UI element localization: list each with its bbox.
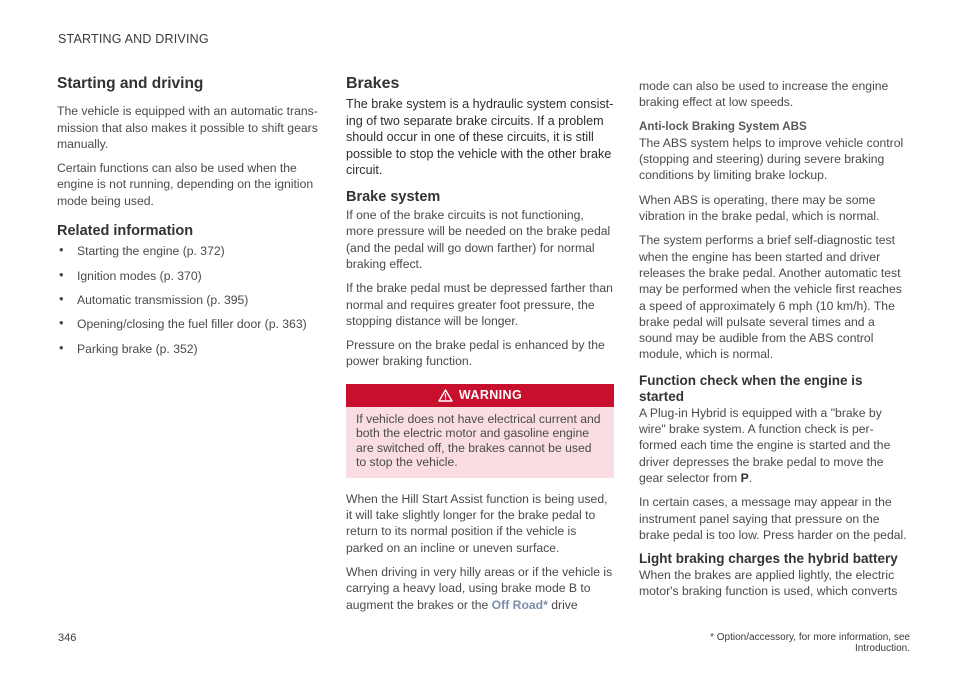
column-brakes [346, 76, 614, 621]
related-link-starting-engine[interactable]: • Starting the engine (p. 372) [59, 242, 225, 259]
subheading-function-check: Function check when the engine is started [639, 372, 863, 404]
column-abs [639, 78, 909, 608]
paragraph: Certain functions can also be used when the engine is not running, depending on the ignition mode being used. [57, 161, 314, 208]
paragraph: When ABS is operating, there may be some vibration in the brake pedal, which is normal. [639, 192, 880, 224]
column-starting-driving [57, 76, 319, 365]
paragraph: The system performs a brief self-diagnostic test when the engine has been started and driver releases the brake pedal. Another automatic test may be performed when the vehicle first reaches a speed of approximately 6 mph (10 km/h). The brake pedal will pulsate several times and a sound may be audible from the ABS control module, which is normal. [639, 233, 902, 362]
subheading-light-braking: Light braking charges the hybrid battery [639, 551, 898, 567]
section-title-starting-driving: Starting and driving [57, 75, 204, 92]
off-road-link[interactable]: Off Road* [491, 597, 548, 612]
brakes-intro: The brake system is a hydraulic system consist-ing of two separate brake circuits. If a problem should occur in one of these circuits, it is still possible to stop the vehicle with the other brake circuit. [346, 97, 614, 178]
warning-header [346, 384, 614, 407]
warning-triangle-icon [438, 389, 453, 402]
paragraph: A Plug-in Hybrid is equipped with a "brake by wire" brake system. A function check is per-formed each time the engine is started and the driver depresses the brake pedal to move the gear selector from P. [639, 405, 891, 485]
bullet: • [59, 266, 64, 282]
section-title-brakes: Brakes [346, 75, 400, 92]
paragraph: mode can also be used to increase the engine braking effect at low speeds. [639, 79, 889, 110]
paragraph: The vehicle is equipped with an automatic trans-mission that also makes it possible to shift gears manually. [57, 104, 318, 151]
warning-text: If vehicle does not have electrical current and both the electric motor and gasoline engine are switched off, the brakes cannot be used to stop the vehicle. [346, 407, 614, 478]
paragraph: When the brakes are applied lightly, the electric motor's braking function is used, which converts [639, 568, 898, 599]
bullet: • [59, 290, 64, 306]
subheading-abs: Anti-lock Braking System ABS [639, 119, 807, 133]
bullet: • [59, 315, 64, 331]
warning-box [346, 384, 614, 478]
paragraph: If one of the brake circuits is not functioning, more pressure will be needed on the brake pedal (and the pedal will go down farther) for normal braking effect. [346, 208, 611, 271]
footnote: * Option/accessory, for more information, see Introduction. [710, 632, 910, 654]
section-header: STARTING AND DRIVING [58, 32, 209, 46]
paragraph: When the Hill Start Assist function is being used, it will take slightly longer for the brake pedal to return to its normal position if the vehicle is parked on an incline or uneven surface. [346, 491, 608, 555]
option-asterisk: * [543, 597, 548, 612]
subheading-brake-system: Brake system [346, 188, 441, 205]
paragraph: The ABS system helps to improve vehicle control (stopping and steering) during severe braking conditions by limiting brake lockup. [639, 135, 904, 183]
warning-title: WARNING [458, 388, 523, 403]
paragraph: In certain cases, a message may appear in the instrument panel saying that pressure on the brake pedal is too low. Press harder on the pedal. [639, 495, 907, 542]
paragraph: Pressure on the brake pedal is enhanced by the power braking function. [346, 338, 605, 369]
related-link-automatic-transmission[interactable]: • Automatic transmission (p. 395) [59, 290, 249, 307]
bullet: • [59, 242, 64, 258]
related-link-parking-brake[interactable]: • Parking brake (p. 352) [59, 339, 198, 356]
paragraph: When driving in very hilly areas or if the vehicle is carrying a heavy load, using brake mode B to augment the brakes or the Off Road* drive [346, 564, 613, 612]
paragraph: If the brake pedal must be depressed farther than normal and requires greater foot pressure, the stopping distance will be longer. [346, 281, 613, 328]
related-information-heading: Related information [57, 223, 194, 240]
related-information-list [57, 243, 319, 356]
related-link-fuel-filler-door[interactable]: • Opening/closing the fuel filler door (p. 363) [59, 315, 307, 332]
bullet: • [59, 339, 64, 355]
related-link-ignition-modes[interactable]: • Ignition modes (p. 370) [59, 266, 202, 283]
page-number: 346 [58, 632, 77, 644]
